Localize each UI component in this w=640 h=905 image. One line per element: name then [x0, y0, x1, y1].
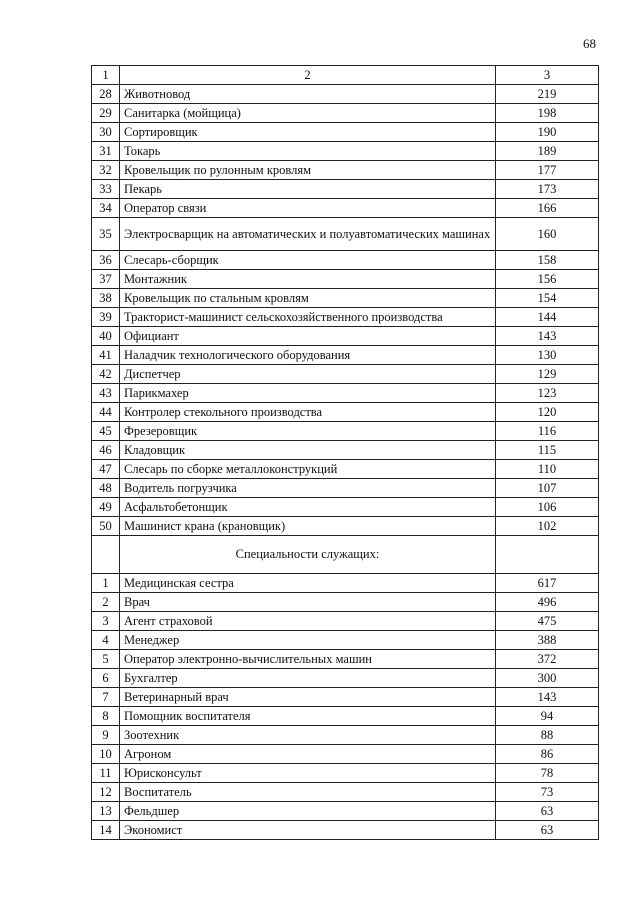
profession-value: 198	[496, 104, 599, 123]
row-number: 42	[92, 365, 120, 384]
profession-value: 130	[496, 346, 599, 365]
row-number: 44	[92, 403, 120, 422]
profession-name: Зоотехник	[120, 726, 496, 745]
profession-name: Наладчик технологического оборудования	[120, 346, 496, 365]
header-col-2: 2	[120, 66, 496, 85]
row-number: 47	[92, 460, 120, 479]
profession-name: Электросварщик на автоматических и полуавтоматических машинах	[120, 218, 496, 251]
table-row	[92, 123, 599, 142]
profession-name: Официант	[120, 327, 496, 346]
section-title: Специальности служащих:	[120, 536, 496, 574]
profession-value: 110	[496, 460, 599, 479]
row-number: 37	[92, 270, 120, 289]
row-number: 39	[92, 308, 120, 327]
profession-value: 189	[496, 142, 599, 161]
profession-name: Врач	[120, 593, 496, 612]
profession-name: Агроном	[120, 745, 496, 764]
row-number: 12	[92, 783, 120, 802]
row-number: 8	[92, 707, 120, 726]
table-row	[92, 498, 599, 517]
table-row	[92, 783, 599, 802]
row-number: 50	[92, 517, 120, 536]
profession-name: Слесарь по сборке металлоконструкций	[120, 460, 496, 479]
profession-value: 190	[496, 123, 599, 142]
profession-name: Диспетчер	[120, 365, 496, 384]
profession-value: 102	[496, 517, 599, 536]
table-row	[92, 161, 599, 180]
row-number: 48	[92, 479, 120, 498]
row-number: 28	[92, 85, 120, 104]
table-row	[92, 346, 599, 365]
profession-value: 219	[496, 85, 599, 104]
table-row	[92, 422, 599, 441]
profession-name: Водитель погрузчика	[120, 479, 496, 498]
profession-name: Животновод	[120, 85, 496, 104]
row-number: 2	[92, 593, 120, 612]
section-row	[92, 536, 599, 574]
section-empty-cell	[496, 536, 599, 574]
profession-name: Санитарка (мойщица)	[120, 104, 496, 123]
row-number: 31	[92, 142, 120, 161]
profession-value: 144	[496, 308, 599, 327]
profession-name: Воспитатель	[120, 783, 496, 802]
profession-value: 154	[496, 289, 599, 308]
profession-value: 177	[496, 161, 599, 180]
table-row	[92, 384, 599, 403]
table-row	[92, 460, 599, 479]
profession-name: Кладовщик	[120, 441, 496, 460]
row-number: 41	[92, 346, 120, 365]
table-row	[92, 441, 599, 460]
row-number: 1	[92, 574, 120, 593]
table-row	[92, 517, 599, 536]
profession-value: 173	[496, 180, 599, 199]
table-row	[92, 180, 599, 199]
row-number: 11	[92, 764, 120, 783]
table-row	[92, 821, 599, 840]
row-number: 40	[92, 327, 120, 346]
row-number: 49	[92, 498, 120, 517]
profession-name: Токарь	[120, 142, 496, 161]
profession-value: 160	[496, 218, 599, 251]
profession-value: 106	[496, 498, 599, 517]
table-row	[92, 270, 599, 289]
profession-value: 156	[496, 270, 599, 289]
profession-name: Монтажник	[120, 270, 496, 289]
table-row	[92, 688, 599, 707]
table-row	[92, 327, 599, 346]
table-row	[92, 650, 599, 669]
profession-name: Асфальтобетонщик	[120, 498, 496, 517]
profession-value: 78	[496, 764, 599, 783]
table-row	[92, 403, 599, 422]
profession-value: 158	[496, 251, 599, 270]
profession-name: Оператор связи	[120, 199, 496, 218]
profession-value: 166	[496, 199, 599, 218]
profession-name: Парикмахер	[120, 384, 496, 403]
header-col-1: 1	[92, 66, 120, 85]
profession-value: 88	[496, 726, 599, 745]
profession-name: Оператор электронно-вычислительных машин	[120, 650, 496, 669]
profession-name: Тракторист-машинист сельскохозяйственного производства	[120, 308, 496, 327]
row-number: 30	[92, 123, 120, 142]
profession-value: 143	[496, 688, 599, 707]
table-row	[92, 199, 599, 218]
profession-value: 123	[496, 384, 599, 403]
profession-name: Машинист крана (крановщик)	[120, 517, 496, 536]
table-row	[92, 802, 599, 821]
profession-name: Менеджер	[120, 631, 496, 650]
profession-value: 475	[496, 612, 599, 631]
profession-value: 116	[496, 422, 599, 441]
row-number: 43	[92, 384, 120, 403]
row-number: 6	[92, 669, 120, 688]
profession-value: 63	[496, 821, 599, 840]
row-number: 13	[92, 802, 120, 821]
table-row	[92, 745, 599, 764]
profession-value: 372	[496, 650, 599, 669]
profession-name: Экономист	[120, 821, 496, 840]
profession-name: Контролер стекольного производства	[120, 403, 496, 422]
table-row	[92, 142, 599, 161]
table-row	[92, 218, 599, 251]
table-row	[92, 574, 599, 593]
profession-value: 496	[496, 593, 599, 612]
profession-name: Пекарь	[120, 180, 496, 199]
profession-value: 129	[496, 365, 599, 384]
table-row	[92, 479, 599, 498]
table-row	[92, 612, 599, 631]
profession-value: 73	[496, 783, 599, 802]
row-number: 9	[92, 726, 120, 745]
row-number: 4	[92, 631, 120, 650]
table-row	[92, 365, 599, 384]
table-row	[92, 289, 599, 308]
profession-value: 120	[496, 403, 599, 422]
profession-name: Помощник воспитателя	[120, 707, 496, 726]
professions-table	[91, 65, 599, 840]
table-row	[92, 764, 599, 783]
row-number: 7	[92, 688, 120, 707]
profession-value: 143	[496, 327, 599, 346]
profession-name: Кровельщик по рулонным кровлям	[120, 161, 496, 180]
row-number: 29	[92, 104, 120, 123]
row-number: 46	[92, 441, 120, 460]
profession-value: 115	[496, 441, 599, 460]
profession-name: Слесарь-сборщик	[120, 251, 496, 270]
row-number: 5	[92, 650, 120, 669]
table-row	[92, 669, 599, 688]
row-number: 14	[92, 821, 120, 840]
profession-name: Агент страховой	[120, 612, 496, 631]
row-number: 3	[92, 612, 120, 631]
profession-name: Юрисконсульт	[120, 764, 496, 783]
row-number: 10	[92, 745, 120, 764]
table-row	[92, 104, 599, 123]
profession-value: 300	[496, 669, 599, 688]
row-number: 33	[92, 180, 120, 199]
profession-name: Бухгалтер	[120, 669, 496, 688]
row-number: 38	[92, 289, 120, 308]
row-number: 35	[92, 218, 120, 251]
profession-name: Фрезеровщик	[120, 422, 496, 441]
table-row	[92, 308, 599, 327]
page-number: 68	[583, 36, 596, 51]
profession-name: Сортировщик	[120, 123, 496, 142]
section-empty-cell	[92, 536, 120, 574]
table-row	[92, 85, 599, 104]
table-body	[92, 66, 599, 840]
profession-value: 107	[496, 479, 599, 498]
table-row	[92, 251, 599, 270]
table-row	[92, 726, 599, 745]
profession-value: 63	[496, 802, 599, 821]
profession-value: 86	[496, 745, 599, 764]
profession-value: 94	[496, 707, 599, 726]
profession-value: 388	[496, 631, 599, 650]
row-number: 36	[92, 251, 120, 270]
table-row	[92, 593, 599, 612]
table-row	[92, 631, 599, 650]
row-number: 32	[92, 161, 120, 180]
profession-name: Фельдшер	[120, 802, 496, 821]
profession-name: Ветеринарный врач	[120, 688, 496, 707]
table-header-row	[92, 66, 599, 85]
profession-value: 617	[496, 574, 599, 593]
row-number: 45	[92, 422, 120, 441]
row-number: 34	[92, 199, 120, 218]
header-col-3: 3	[496, 66, 599, 85]
profession-name: Медицинская сестра	[120, 574, 496, 593]
profession-name: Кровельщик по стальным кровлям	[120, 289, 496, 308]
table-row	[92, 707, 599, 726]
